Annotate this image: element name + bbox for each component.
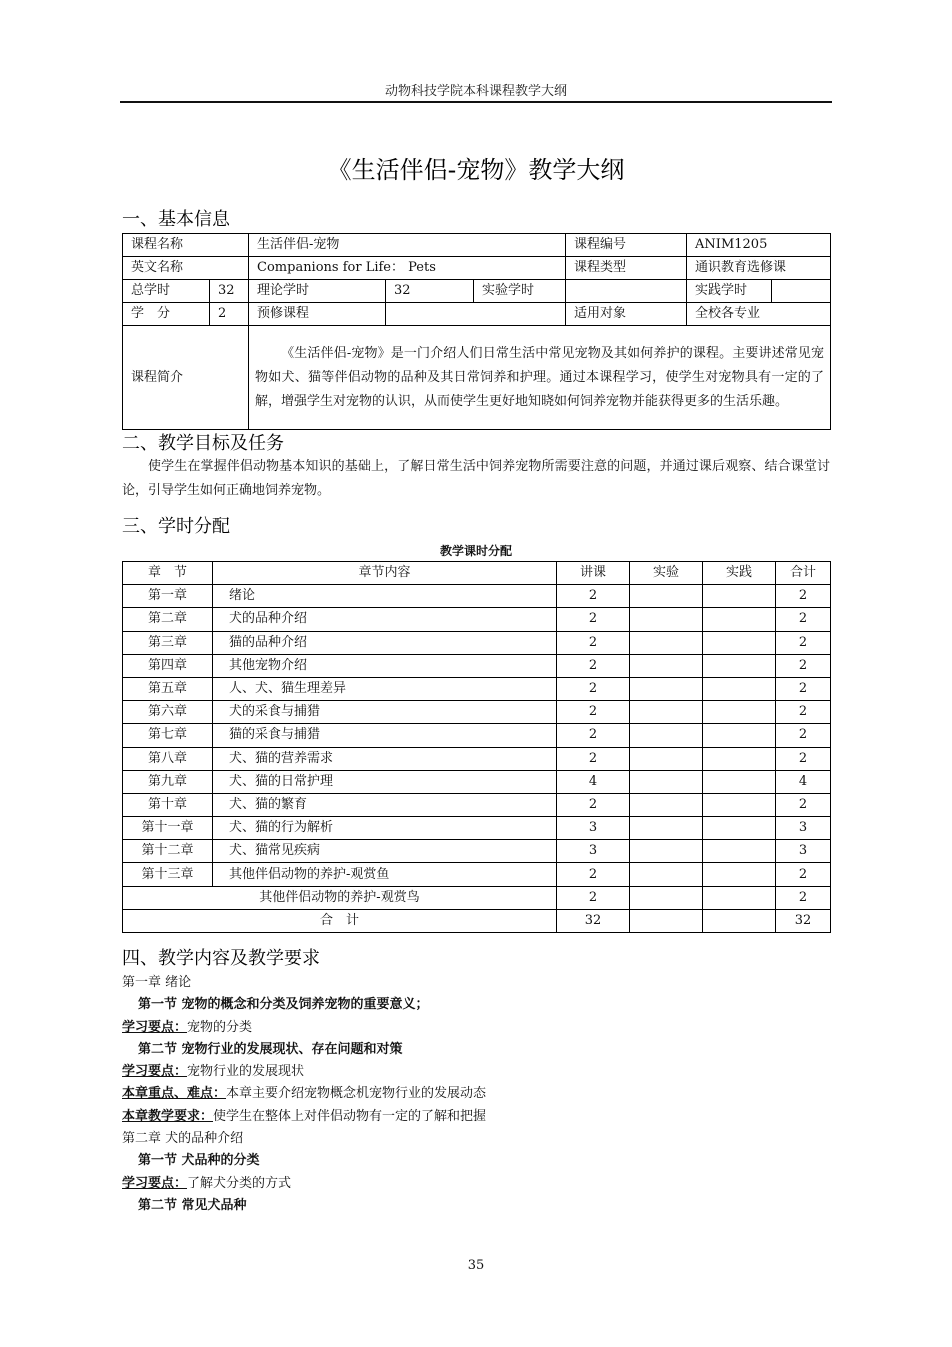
info-row-english-name — [123, 257, 831, 280]
practice-cell — [703, 747, 776, 770]
chapter-1-title: 第一章 绪论 — [122, 975, 192, 990]
info-row-hours — [123, 280, 831, 303]
key-points-label: 学习要点： — [122, 1175, 188, 1191]
practice-cell — [703, 793, 776, 816]
practice-cell — [703, 840, 776, 863]
total-cell: 2 — [776, 863, 831, 886]
table-row — [123, 840, 831, 863]
prereq-label: 预修课程 — [249, 303, 386, 326]
key-points-label: 学习要点： — [122, 1064, 188, 1080]
teaching-content — [122, 972, 830, 1217]
content-cell: 犬、猫的日常护理 — [213, 770, 557, 793]
content-cell: 其他伴侣动物的养护-观赏鸟 — [123, 886, 557, 909]
lecture-cell: 2 — [557, 863, 630, 886]
content-cell: 猫的品种介绍 — [213, 631, 557, 654]
hours-table-body — [123, 562, 831, 933]
section-heading-objectives: 二、教学目标及任务 — [122, 433, 284, 454]
lecture-cell: 2 — [557, 724, 630, 747]
chapter-cell: 第八章 — [123, 747, 213, 770]
practice-cell — [703, 677, 776, 700]
lab-cell — [630, 793, 703, 816]
chapter-cell: 第六章 — [123, 701, 213, 724]
total-cell: 2 — [776, 793, 831, 816]
lab-cell — [630, 677, 703, 700]
chapter-1-section-2-key — [122, 1061, 830, 1083]
chapter-1-requirement — [122, 1106, 830, 1128]
total-cell: 3 — [776, 817, 831, 840]
lab-hours-label: 实验学时 — [474, 280, 566, 303]
total-cell: 2 — [776, 585, 831, 608]
practice-cell — [703, 724, 776, 747]
chapter-cell: 第九章 — [123, 770, 213, 793]
practice-cell — [703, 886, 776, 909]
total-cell: 2 — [776, 608, 831, 631]
credits-value: 2 — [210, 303, 249, 326]
lab-sum-cell — [630, 909, 703, 932]
audience-value: 全校各专业 — [687, 303, 831, 326]
key-points-text: 宠物行业的发展现状 — [187, 1064, 305, 1080]
chapter-2-section-1-key — [122, 1173, 830, 1195]
chapter-1-focus — [122, 1083, 830, 1105]
content-cell: 绪论 — [213, 585, 557, 608]
lab-cell — [630, 747, 703, 770]
total-sum-cell: 32 — [776, 909, 831, 932]
english-name-value: Companions for Life： Pets — [249, 257, 566, 280]
key-points-text: 了解犬分类的方式 — [187, 1175, 292, 1191]
running-header: 动物科技学院本科课程教学大纲 — [384, 84, 567, 99]
english-name-label: 英文名称 — [123, 257, 249, 280]
table-row — [123, 608, 831, 631]
lab-cell — [630, 608, 703, 631]
table-row — [123, 677, 831, 700]
lab-cell — [630, 701, 703, 724]
focus-text: 本章主要介绍宠物概念机宠物行业的发展动态 — [226, 1086, 487, 1102]
audience-label: 适用对象 — [566, 303, 687, 326]
practice-sum-cell — [703, 909, 776, 932]
chapter-1-section-2: 第二节 宠物行业的发展现状、存在问题和对策 — [138, 1041, 403, 1057]
table-row — [123, 654, 831, 677]
requirement-label: 本章教学要求： — [122, 1108, 214, 1124]
total-cell: 2 — [776, 747, 831, 770]
key-points-label: 学习要点： — [122, 1019, 188, 1035]
header-chapter: 章 节 — [123, 562, 213, 585]
info-row-credits — [123, 303, 831, 326]
section-heading-content: 四、教学内容及教学要求 — [122, 948, 320, 969]
chapter-cell: 第十章 — [123, 793, 213, 816]
lab-cell — [630, 817, 703, 840]
table-row — [123, 631, 831, 654]
practice-cell — [703, 863, 776, 886]
content-cell: 犬、猫的行为解析 — [213, 817, 557, 840]
lab-cell — [630, 631, 703, 654]
chapter-1-section-1-key — [122, 1017, 830, 1039]
total-cell: 2 — [776, 631, 831, 654]
table-row — [123, 747, 831, 770]
key-points-text: 宠物的分类 — [187, 1019, 253, 1035]
info-row-course-name — [123, 234, 831, 257]
total-cell: 2 — [776, 701, 831, 724]
intro-text-body: 《生活伴侣-宠物》是一门介绍人们日常生活中常见宠物及其如何养护的课程。主要讲述常见宠物如犬、猫等伴侣动物的品种及其日常饲养和护理。通过本课程学习，使学生对宠物具有一定的了解，增强学生对宠物的认识，从而使学生更好地知晓如何饲养宠物并能获得更多的生活乐趣。 — [255, 345, 825, 409]
course-code-label: 课程编号 — [566, 234, 687, 257]
chapter-cell: 第十二章 — [123, 840, 213, 863]
theory-hours-label: 理论学时 — [249, 280, 386, 303]
header-rule — [120, 101, 832, 103]
lab-cell — [630, 724, 703, 747]
lab-cell — [630, 585, 703, 608]
header-lab: 实验 — [630, 562, 703, 585]
hours-table-caption: 教学课时分配 — [439, 544, 512, 558]
course-type-value: 通识教育选修课 — [687, 257, 831, 280]
practice-cell — [703, 654, 776, 677]
requirement-text: 使学生在整体上对伴侣动物有一定的了解和把握 — [213, 1108, 487, 1124]
prereq-value — [386, 303, 566, 326]
total-row — [123, 909, 831, 932]
content-cell: 其他宠物介绍 — [213, 654, 557, 677]
header-lecture: 讲课 — [557, 562, 630, 585]
lecture-cell: 2 — [557, 654, 630, 677]
lab-cell — [630, 886, 703, 909]
lecture-cell: 3 — [557, 817, 630, 840]
chapter-cell: 第一章 — [123, 585, 213, 608]
intro-text — [249, 326, 831, 430]
content-cell: 犬、猫的繁育 — [213, 793, 557, 816]
total-cell: 2 — [776, 677, 831, 700]
course-code-value: ANIM1205 — [687, 234, 831, 257]
lecture-cell: 2 — [557, 886, 630, 909]
basic-info-table — [122, 233, 831, 430]
theory-hours-value: 32 — [386, 280, 474, 303]
total-cell: 3 — [776, 840, 831, 863]
total-cell: 2 — [776, 724, 831, 747]
practice-cell — [703, 817, 776, 840]
credits-label: 学 分 — [123, 303, 210, 326]
document-title: 《生活伴侣-宠物》教学大纲 — [327, 156, 625, 184]
lecture-cell: 4 — [557, 770, 630, 793]
course-name-value: 生活伴侣-宠物 — [249, 234, 566, 257]
practice-hours-label: 实践学时 — [687, 280, 772, 303]
chapter-cell: 第三章 — [123, 631, 213, 654]
hours-header-row — [123, 562, 831, 585]
lab-cell — [630, 840, 703, 863]
lecture-cell: 2 — [557, 793, 630, 816]
header-total: 合计 — [776, 562, 831, 585]
chapter-cell: 第七章 — [123, 724, 213, 747]
total-hours-value: 32 — [210, 280, 249, 303]
table-row — [123, 701, 831, 724]
total-label-cell: 合 计 — [123, 909, 557, 932]
chapter-2-section-2: 第二节 常见犬品种 — [138, 1197, 247, 1213]
chapter-cell: 第二章 — [123, 608, 213, 631]
header-practice: 实践 — [703, 562, 776, 585]
table-row — [123, 863, 831, 886]
practice-cell — [703, 770, 776, 793]
practice-cell — [703, 701, 776, 724]
intro-label: 课程简介 — [123, 326, 249, 430]
lab-hours-value — [566, 280, 687, 303]
chapter-2-section-1: 第一节 犬品种的分类 — [138, 1153, 260, 1169]
total-cell: 2 — [776, 886, 831, 909]
content-cell: 犬的采食与捕猎 — [213, 701, 557, 724]
table-row — [123, 724, 831, 747]
course-name-label: 课程名称 — [123, 234, 249, 257]
content-cell: 人、犬、猫生理差异 — [213, 677, 557, 700]
lecture-cell: 2 — [557, 701, 630, 724]
table-row — [123, 817, 831, 840]
header-content: 章节内容 — [213, 562, 557, 585]
total-hours-label: 总学时 — [123, 280, 210, 303]
practice-cell — [703, 631, 776, 654]
course-type-label: 课程类型 — [566, 257, 687, 280]
chapter-1-section-1: 第一节 宠物的概念和分类及饲养宠物的重要意义； — [138, 997, 429, 1013]
chapter-cell: 第五章 — [123, 677, 213, 700]
lecture-cell: 2 — [557, 585, 630, 608]
chapter-cell: 第十一章 — [123, 817, 213, 840]
chapter-2-title: 第二章 犬的品种介绍 — [122, 1131, 244, 1147]
objectives-paragraph: 使学生在掌握伴侣动物基本知识的基础上，了解日常生活中饲养宠物所需要注意的问题，并通过课后观察、结合课堂讨论，引导学生如何正确地饲养宠物。 — [122, 459, 830, 498]
hours-table — [122, 561, 831, 933]
page-number: 35 — [467, 1258, 485, 1273]
table-row — [123, 770, 831, 793]
practice-cell — [703, 585, 776, 608]
total-cell: 4 — [776, 770, 831, 793]
info-row-intro — [123, 326, 831, 430]
chapter-cell: 第四章 — [123, 654, 213, 677]
content-cell: 犬、猫的营养需求 — [213, 747, 557, 770]
table-row — [123, 793, 831, 816]
focus-label: 本章重点、难点： — [122, 1086, 227, 1102]
table-row — [123, 886, 831, 909]
lecture-cell: 2 — [557, 677, 630, 700]
lecture-cell: 3 — [557, 840, 630, 863]
practice-hours-value — [772, 280, 831, 303]
content-cell: 犬的品种介绍 — [213, 608, 557, 631]
lab-cell — [630, 770, 703, 793]
content-cell: 犬、猫常见疾病 — [213, 840, 557, 863]
practice-cell — [703, 608, 776, 631]
content-cell: 猫的采食与捕猎 — [213, 724, 557, 747]
lecture-sum-cell: 32 — [557, 909, 630, 932]
chapter-cell: 第十三章 — [123, 863, 213, 886]
lecture-cell: 2 — [557, 631, 630, 654]
lecture-cell: 2 — [557, 747, 630, 770]
lecture-cell: 2 — [557, 608, 630, 631]
lab-cell — [630, 654, 703, 677]
section-heading-basic-info: 一、基本信息 — [122, 209, 230, 230]
table-row — [123, 585, 831, 608]
total-cell: 2 — [776, 654, 831, 677]
content-cell: 其他伴侣动物的养护-观赏鱼 — [213, 863, 557, 886]
lab-cell — [630, 863, 703, 886]
section-heading-hours: 三、学时分配 — [122, 516, 230, 537]
